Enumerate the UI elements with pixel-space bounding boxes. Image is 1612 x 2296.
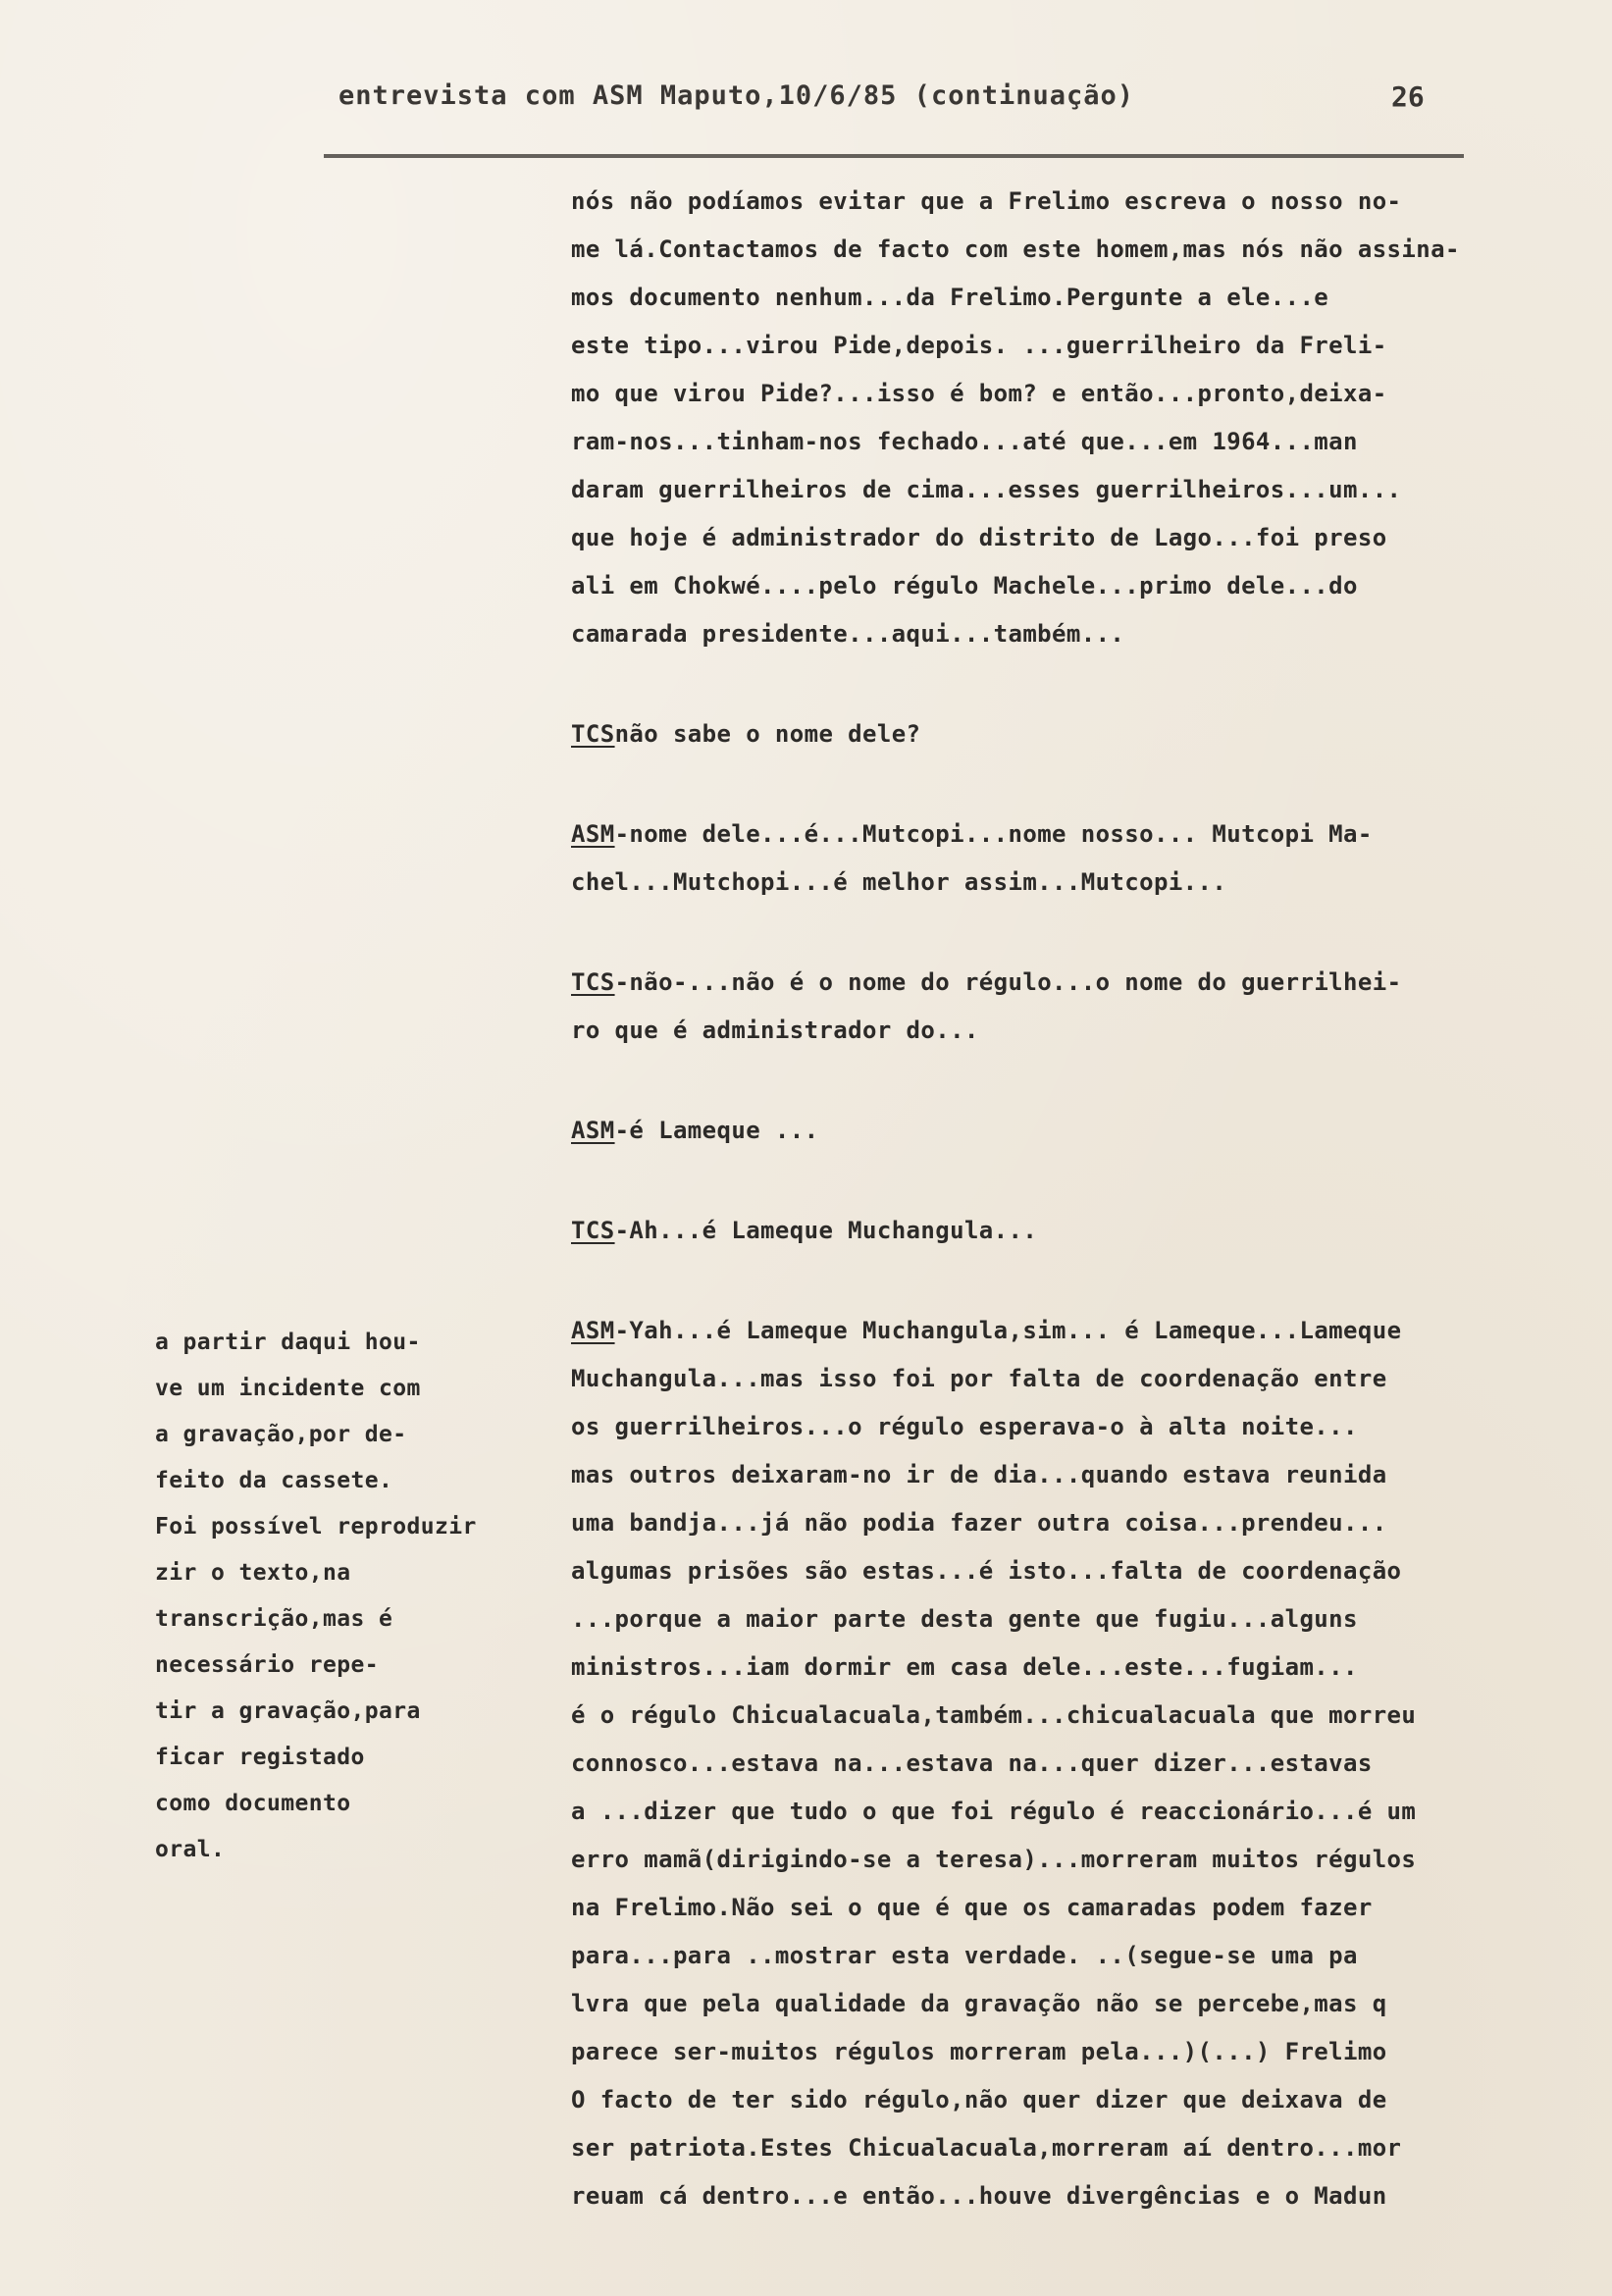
text-line: erro mamã(dirigindo-se a teresa)...morreram muitos régulos: [571, 1846, 1417, 1873]
paragraph-tcs-2: [571, 959, 1601, 1055]
text-line: connosco...estava na...estava na...quer dizer...estavas: [571, 1749, 1373, 1777]
speaker-tag: TCS: [571, 1217, 615, 1244]
speaker-tag: TCS: [571, 968, 615, 996]
paragraph-gap: [571, 1255, 1601, 1307]
text-line: ...porque a maior parte desta gente que fugiu...alguns: [571, 1605, 1358, 1633]
text-line: mo que virou Pide?...isso é bom? e então...pronto,deixa-: [571, 380, 1387, 407]
margin-note-line: ficar registado: [155, 1745, 365, 1770]
text-line: [571, 1307, 1601, 1355]
paragraph-gap: [571, 1055, 1601, 1107]
utterance-text: não sabe o nome dele?: [614, 720, 921, 748]
text-line: ali em Chokwé....pelo régulo Machele...primo dele...do: [571, 572, 1358, 600]
text-line: ram-nos...tinham-nos fechado...até que...em 1964...man: [571, 428, 1358, 455]
margin-note-line: necessário repe-: [155, 1652, 379, 1678]
paragraph-gap: [571, 758, 1601, 810]
speaker-tag: ASM: [571, 1117, 615, 1144]
text-line: os guerrilheiros...o régulo esperava-o à alta noite...: [571, 1413, 1358, 1440]
margin-note-line: tir a gravação,para: [155, 1698, 421, 1724]
text-line: algumas prisões são estas...é isto...falta de coordenação: [571, 1557, 1402, 1585]
text-line: [571, 1107, 1601, 1155]
text-line: [571, 1207, 1601, 1255]
paragraph-gap: [571, 658, 1601, 710]
page-header-title: entrevista com ASM Maputo,10/6/85 (continuação): [338, 80, 1135, 111]
text-line: nós não podíamos evitar que a Frelimo escreva o nosso no-: [571, 187, 1402, 215]
text-line: uma bandja...já não podia fazer outra coisa...prendeu...: [571, 1509, 1387, 1537]
text-line: [571, 710, 1601, 758]
margin-note: [155, 1320, 567, 1873]
utterance-text: -nome dele...é...Mutcopi...nome nosso... Mutcopi Ma-: [614, 820, 1373, 848]
text-line: é o régulo Chicualacuala,também...chicualacuala que morreu: [571, 1701, 1417, 1729]
paragraph-asm-continued: [571, 178, 1601, 658]
text-line: [571, 959, 1601, 1007]
header-rule: [324, 154, 1464, 158]
margin-note-line: a gravação,por de-: [155, 1422, 407, 1447]
text-line: este tipo...virou Pide,depois. ...guerrilheiro da Freli-: [571, 332, 1387, 359]
paragraph-gap: [571, 1155, 1601, 1207]
text-line: Muchangula...mas isso foi por falta de coordenação entre: [571, 1365, 1387, 1392]
text-line: daram guerrilheiros de cima...esses guerrilheiros...um...: [571, 476, 1402, 503]
text-line: reuam cá dentro...e então...houve divergências e o Madun: [571, 2182, 1387, 2210]
utterance-text: -Yah...é Lameque Muchangula,sim... é Lameque...Lameque: [614, 1317, 1402, 1344]
margin-note-line: feito da cassete.: [155, 1468, 393, 1493]
speaker-tag: TCS: [571, 720, 615, 748]
margin-note-line: zir o texto,na: [155, 1560, 351, 1586]
utterance-text: -não-...não é o nome do régulo...o nome do guerrilhei-: [614, 968, 1402, 996]
margin-note-line: transcrição,mas é: [155, 1606, 393, 1632]
paragraph-tcs-1: [571, 710, 1601, 758]
text-line: ro que é administrador do...: [571, 1017, 979, 1044]
text-line: que hoje é administrador do distrito de Lago...foi preso: [571, 524, 1387, 551]
speaker-tag: ASM: [571, 820, 615, 848]
text-line: me lá.Contactamos de facto com este homem,mas nós não assina-: [571, 235, 1460, 263]
paragraph-tcs-3: [571, 1207, 1601, 1255]
utterance-text: -é Lameque ...: [614, 1117, 819, 1144]
text-line: a ...dizer que tudo o que foi régulo é reaccionário...é um: [571, 1798, 1417, 1825]
margin-note-line: Foi possível reproduzir: [155, 1514, 477, 1539]
margin-note-line: a partir daqui hou-: [155, 1330, 421, 1355]
paragraph-asm-2: [571, 1107, 1601, 1155]
margin-note-line: como documento: [155, 1791, 351, 1816]
margin-note-line: ve um incidente com: [155, 1376, 421, 1401]
text-line: mas outros deixaram-no ir de dia...quando estava reunida: [571, 1461, 1387, 1488]
text-line: ser patriota.Estes Chicualacuala,morreram aí dentro...mor: [571, 2134, 1402, 2162]
speaker-tag: ASM: [571, 1317, 615, 1344]
paragraph-gap: [571, 907, 1601, 959]
page-number: 26: [1391, 80, 1425, 113]
text-line: na Frelimo.Não sei o que é que os camaradas podem fazer: [571, 1894, 1373, 1921]
text-line: lvra que pela qualidade da gravação não se percebe,mas q: [571, 1990, 1387, 2017]
text-line: camarada presidente...aqui...também...: [571, 620, 1125, 648]
paragraph-asm-1: [571, 810, 1601, 907]
text-line: parece ser-muitos régulos morreram pela...)(...) Frelimo: [571, 2038, 1387, 2065]
text-line: O facto de ter sido régulo,não quer dizer que deixava de: [571, 2086, 1387, 2113]
text-line: [571, 810, 1601, 859]
utterance-text: -Ah...é Lameque Muchangula...: [614, 1217, 1038, 1244]
text-line: ministros...iam dormir em casa dele...este...fugiam...: [571, 1653, 1358, 1681]
transcript-body: [571, 178, 1601, 2220]
margin-note-line: oral.: [155, 1837, 226, 1862]
text-line: para...para ..mostrar esta verdade. ..(segue-se uma pa: [571, 1942, 1358, 1969]
text-line: mos documento nenhum...da Frelimo.Pergunte a ele...e: [571, 284, 1329, 311]
text-line: chel...Mutchopi...é melhor assim...Mutcopi...: [571, 868, 1227, 896]
paragraph-asm-3: [571, 1307, 1601, 2220]
